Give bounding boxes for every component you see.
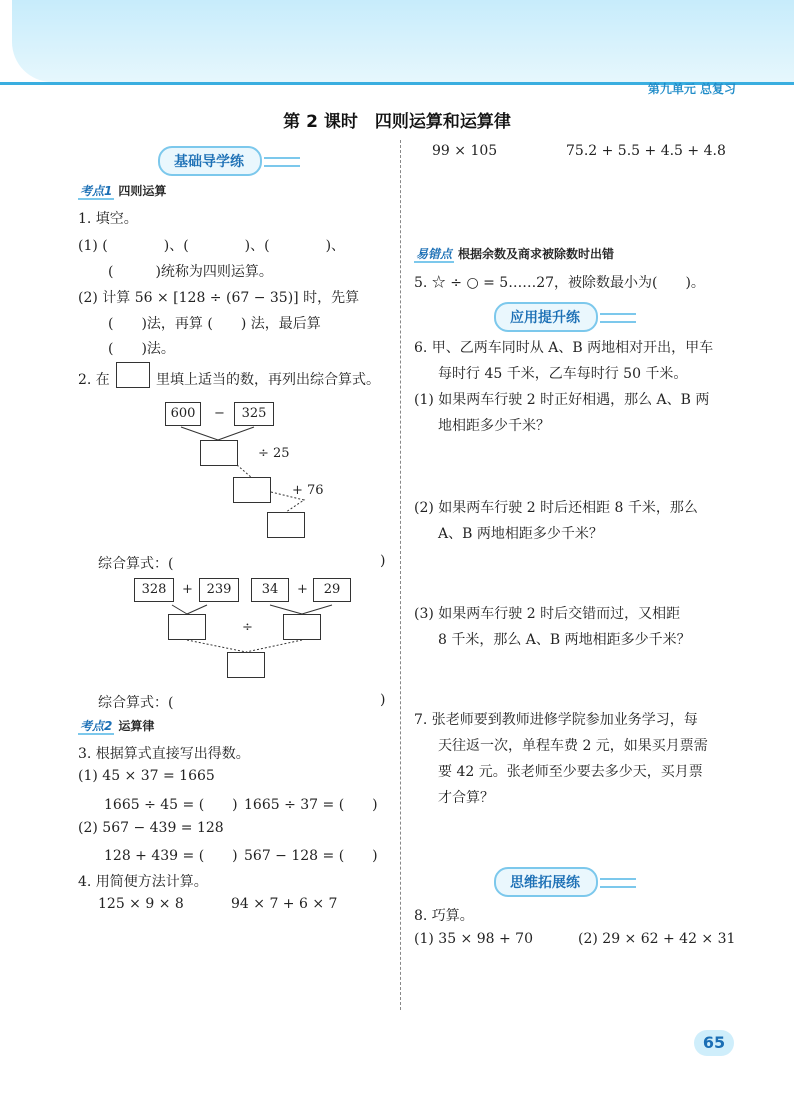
box-29: 29 bbox=[313, 578, 351, 602]
q1-line3: (2) 计算 56 × [128 ÷ (67 − 35)] 时，先算 bbox=[78, 290, 360, 306]
kaodian-1-tag: 考点1 bbox=[80, 184, 113, 198]
q3-line2b: 1665 ÷ 37 = ( ) bbox=[244, 797, 378, 813]
answer-box[interactable] bbox=[168, 614, 206, 640]
q6-p1b: 地相距多少千米？ bbox=[438, 418, 550, 434]
formula-end-2: ) bbox=[380, 692, 386, 708]
kaodian-2-text: 运算律 bbox=[118, 719, 155, 733]
q3-line4b: 567 − 128 = ( ) bbox=[244, 848, 378, 864]
q6-p3b: 8 千米，那么 A、B 两地相距多少千米？ bbox=[438, 632, 691, 648]
answer-box[interactable] bbox=[200, 440, 238, 466]
q1-line1: (1) ( )、( )、( )、 bbox=[78, 238, 346, 254]
box-600: 600 bbox=[165, 402, 201, 426]
q4-expr-b: 94 × 7 + 6 × 7 bbox=[231, 896, 338, 912]
q8-expr-b: (2) 29 × 62 + 42 × 31 bbox=[578, 931, 736, 947]
kaodian-2 bbox=[78, 717, 154, 734]
answer-box[interactable] bbox=[267, 512, 305, 538]
q6-p2a: (2) 如果两车行驶 2 时后还相距 8 千米，那么 bbox=[414, 500, 698, 516]
formula-label-2: 综合算式：( bbox=[98, 695, 174, 711]
q3-line4a: 128 + 439 = ( ) bbox=[104, 848, 238, 864]
q3-line2a: 1665 ÷ 45 = ( ) bbox=[104, 797, 238, 813]
section-think-label: 思维拓展练 bbox=[494, 867, 598, 897]
q8-expr-a: (1) 35 × 98 + 70 bbox=[414, 931, 533, 947]
q1-line4: ( )法，再算 ( ) 法，最后算 bbox=[108, 316, 321, 332]
lesson-title: 第 2 课时 四则运算和运算律 bbox=[283, 112, 511, 132]
yicuo-tag: 易错点 bbox=[416, 247, 453, 261]
q4-expr-d: 75.2 + 5.5 + 4.5 + 4.8 bbox=[566, 143, 726, 159]
q2-head-a: 2. 在 bbox=[78, 372, 110, 388]
q6-p1a: (1) 如果两车行驶 2 时正好相遇，那么 A、B 两 bbox=[414, 392, 710, 408]
q7-line3: 要 42 元。张老师至少要去多少天，买月票 bbox=[438, 764, 703, 780]
section-apply-label: 应用提升练 bbox=[494, 302, 598, 332]
q7-line2: 天往返一次，单程车费 2 元，如果买月票需 bbox=[438, 738, 708, 754]
q1-line5: ( )法。 bbox=[108, 341, 175, 357]
unit-label: 第九单元 总复习 bbox=[647, 82, 736, 96]
section-think bbox=[494, 867, 636, 897]
op-minus: − bbox=[214, 406, 225, 421]
section-deco bbox=[600, 878, 636, 888]
q4-expr-c: 99 × 105 bbox=[432, 143, 498, 159]
box-325: 325 bbox=[234, 402, 274, 426]
box-239: 239 bbox=[199, 578, 239, 602]
q3-line1: (1) 45 × 37 = 1665 bbox=[78, 768, 215, 784]
section-basic-label: 基础导学练 bbox=[158, 146, 262, 176]
q5: 5. ☆ ÷ ○ = 5……27，被除数最小为( )。 bbox=[414, 275, 705, 291]
q6-line1: 6. 甲、乙两车同时从 A、B 两地相对开出，甲车 bbox=[414, 340, 714, 356]
answer-box[interactable] bbox=[233, 477, 271, 503]
kaodian-2-tag: 考点2 bbox=[80, 719, 113, 733]
q4-head: 4. 用简便方法计算。 bbox=[78, 874, 208, 890]
answer-box[interactable] bbox=[283, 614, 321, 640]
formula-label-1: 综合算式：( bbox=[98, 556, 174, 572]
yicuo-point bbox=[414, 245, 614, 262]
op-divide: ÷ bbox=[242, 620, 253, 635]
q6-line2: 每时行 45 千米，乙车每时行 50 千米。 bbox=[438, 366, 688, 382]
section-deco bbox=[600, 313, 636, 323]
box-34: 34 bbox=[251, 578, 289, 602]
op-plus-76: + 76 bbox=[292, 483, 324, 498]
q8-head: 8. 巧算。 bbox=[414, 908, 474, 924]
q7-line4: 才合算？ bbox=[438, 790, 494, 806]
formula-end-1: ) bbox=[380, 553, 386, 569]
yicuo-text: 根据余数及商求被除数时出错 bbox=[458, 247, 615, 261]
op-plus: + bbox=[182, 582, 193, 597]
q7-line1: 7. 张老师要到教师进修学院参加业务学习，每 bbox=[414, 712, 698, 728]
op-divide-25: ÷ 25 bbox=[258, 446, 290, 461]
q6-p2b: A、B 两地相距多少千米？ bbox=[438, 526, 603, 542]
q3-head: 3. 根据算式直接写出得数。 bbox=[78, 746, 250, 762]
page-number: 65 bbox=[694, 1030, 734, 1056]
box-328: 328 bbox=[134, 578, 174, 602]
q4-expr-a: 125 × 9 × 8 bbox=[98, 896, 184, 912]
section-apply bbox=[494, 302, 636, 332]
answer-box[interactable] bbox=[227, 652, 265, 678]
q2-head-b: 里填上适当的数，再列出综合算式。 bbox=[156, 372, 380, 388]
kaodian-1-text: 四则运算 bbox=[118, 184, 167, 198]
q3-line3: (2) 567 − 439 = 128 bbox=[78, 820, 224, 836]
q6-p3a: (3) 如果两车行驶 2 时后交错而过，又相距 bbox=[414, 606, 681, 622]
q1-head: 1. 填空。 bbox=[78, 211, 138, 227]
q1-line2: ( )统称为四则运算。 bbox=[108, 264, 273, 280]
op-plus: + bbox=[297, 582, 308, 597]
